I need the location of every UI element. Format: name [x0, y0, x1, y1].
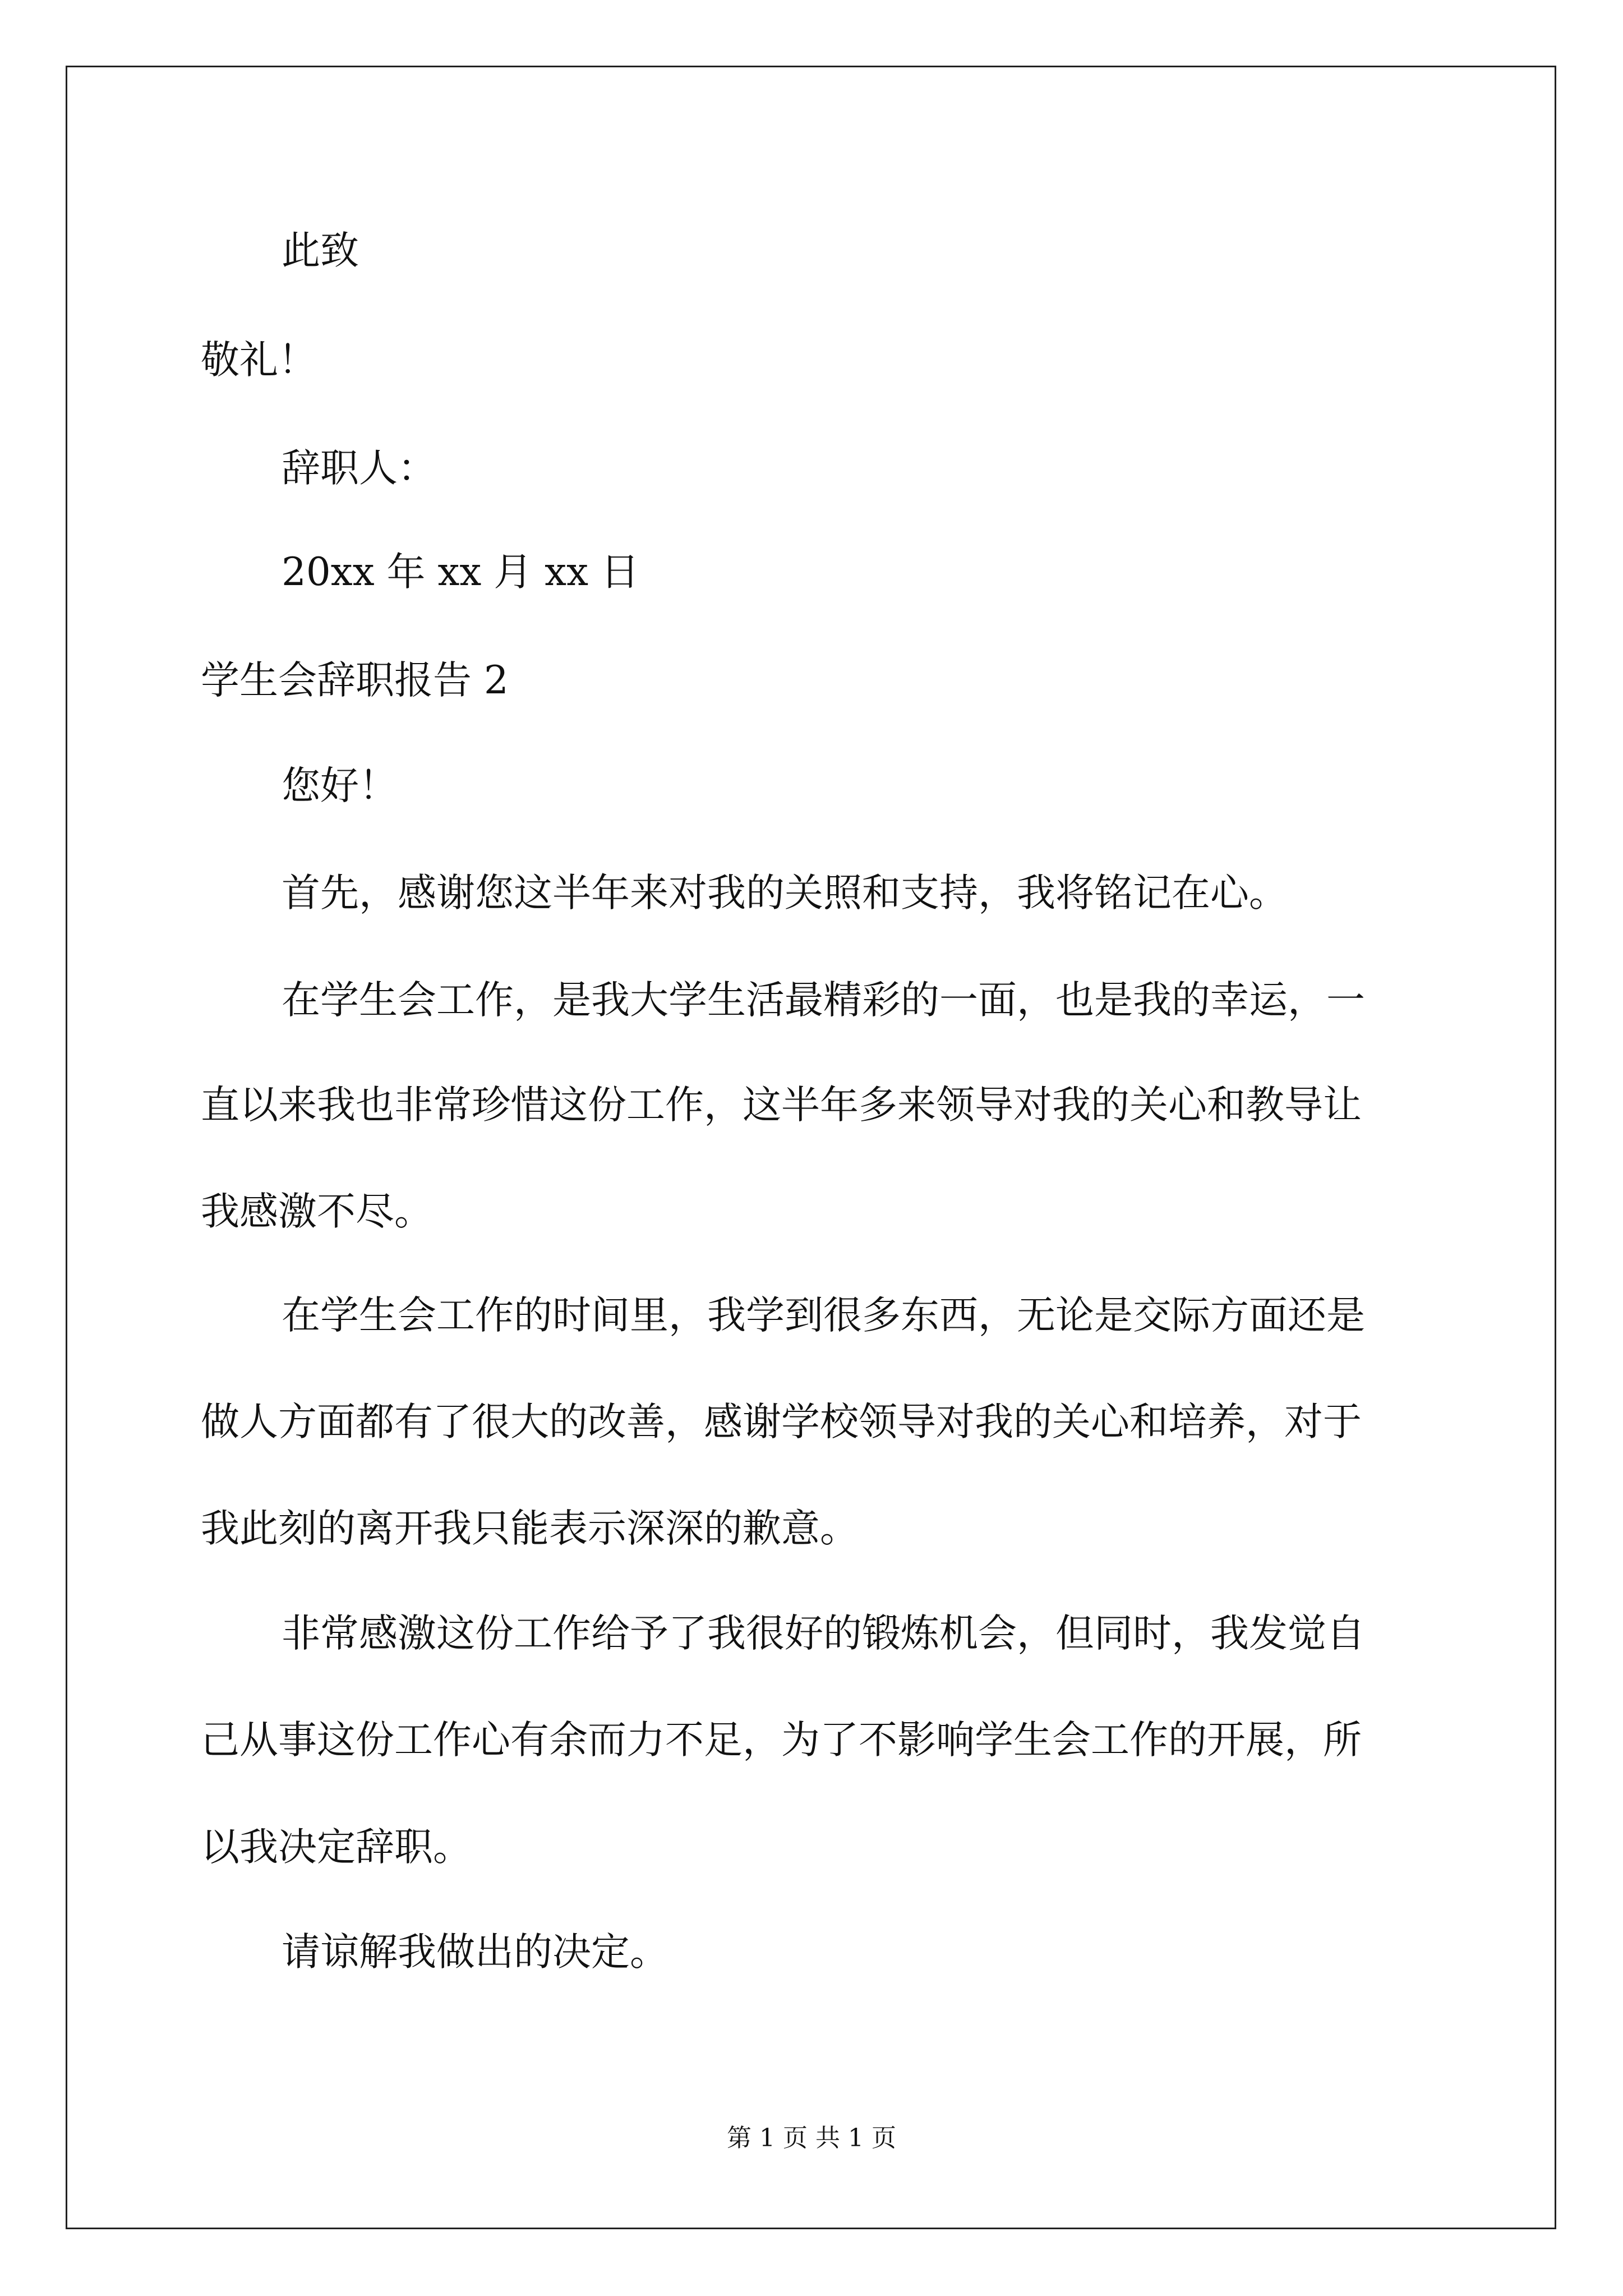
paragraph-line: 请谅解我做出的决定。	[282, 1930, 668, 1975]
page-number-footer: 第 1 页 共 1 页	[727, 2124, 896, 2152]
paragraph-line: 做人方面都有了很大的改善，感谢学校领导对我的关心和培养，对于	[201, 1400, 1362, 1444]
closing-line: 此致	[282, 228, 359, 273]
paragraph-line: 己从事这份工作心有余而力不足，为了不影响学生会工作的开展，所	[201, 1718, 1362, 1763]
salutation-line: 敬礼！	[201, 338, 317, 383]
paragraph-line: 直以来我也非常珍惜这份工作，这半年多来领导对我的关心和教导让	[201, 1083, 1362, 1128]
date-line: 20xx 年 xx 月 xx 日	[282, 550, 639, 595]
paragraph-line: 我感激不尽。	[201, 1189, 433, 1234]
paragraph-line: 在学生会工作的时间里，我学到很多东西，无论是交际方面还是	[282, 1293, 1365, 1338]
greeting-line: 您好！	[282, 763, 398, 808]
page-border	[66, 66, 1556, 2229]
paragraph-line: 在学生会工作，是我大学生活最精彩的一面，也是我的幸运，一	[282, 978, 1365, 1023]
signer-line: 辞职人：	[282, 446, 436, 491]
paragraph-line: 非常感激这份工作给予了我很好的锻炼机会，但同时，我发觉自	[282, 1611, 1365, 1656]
paragraph-line: 首先，感谢您这半年来对我的关照和支持，我将铭记在心。	[282, 871, 1288, 915]
section-title: 学生会辞职报告 2	[201, 658, 509, 703]
paragraph-line: 我此刻的离开我只能表示深深的歉意。	[201, 1506, 859, 1551]
paragraph-line: 以我决定辞职。	[201, 1825, 472, 1870]
